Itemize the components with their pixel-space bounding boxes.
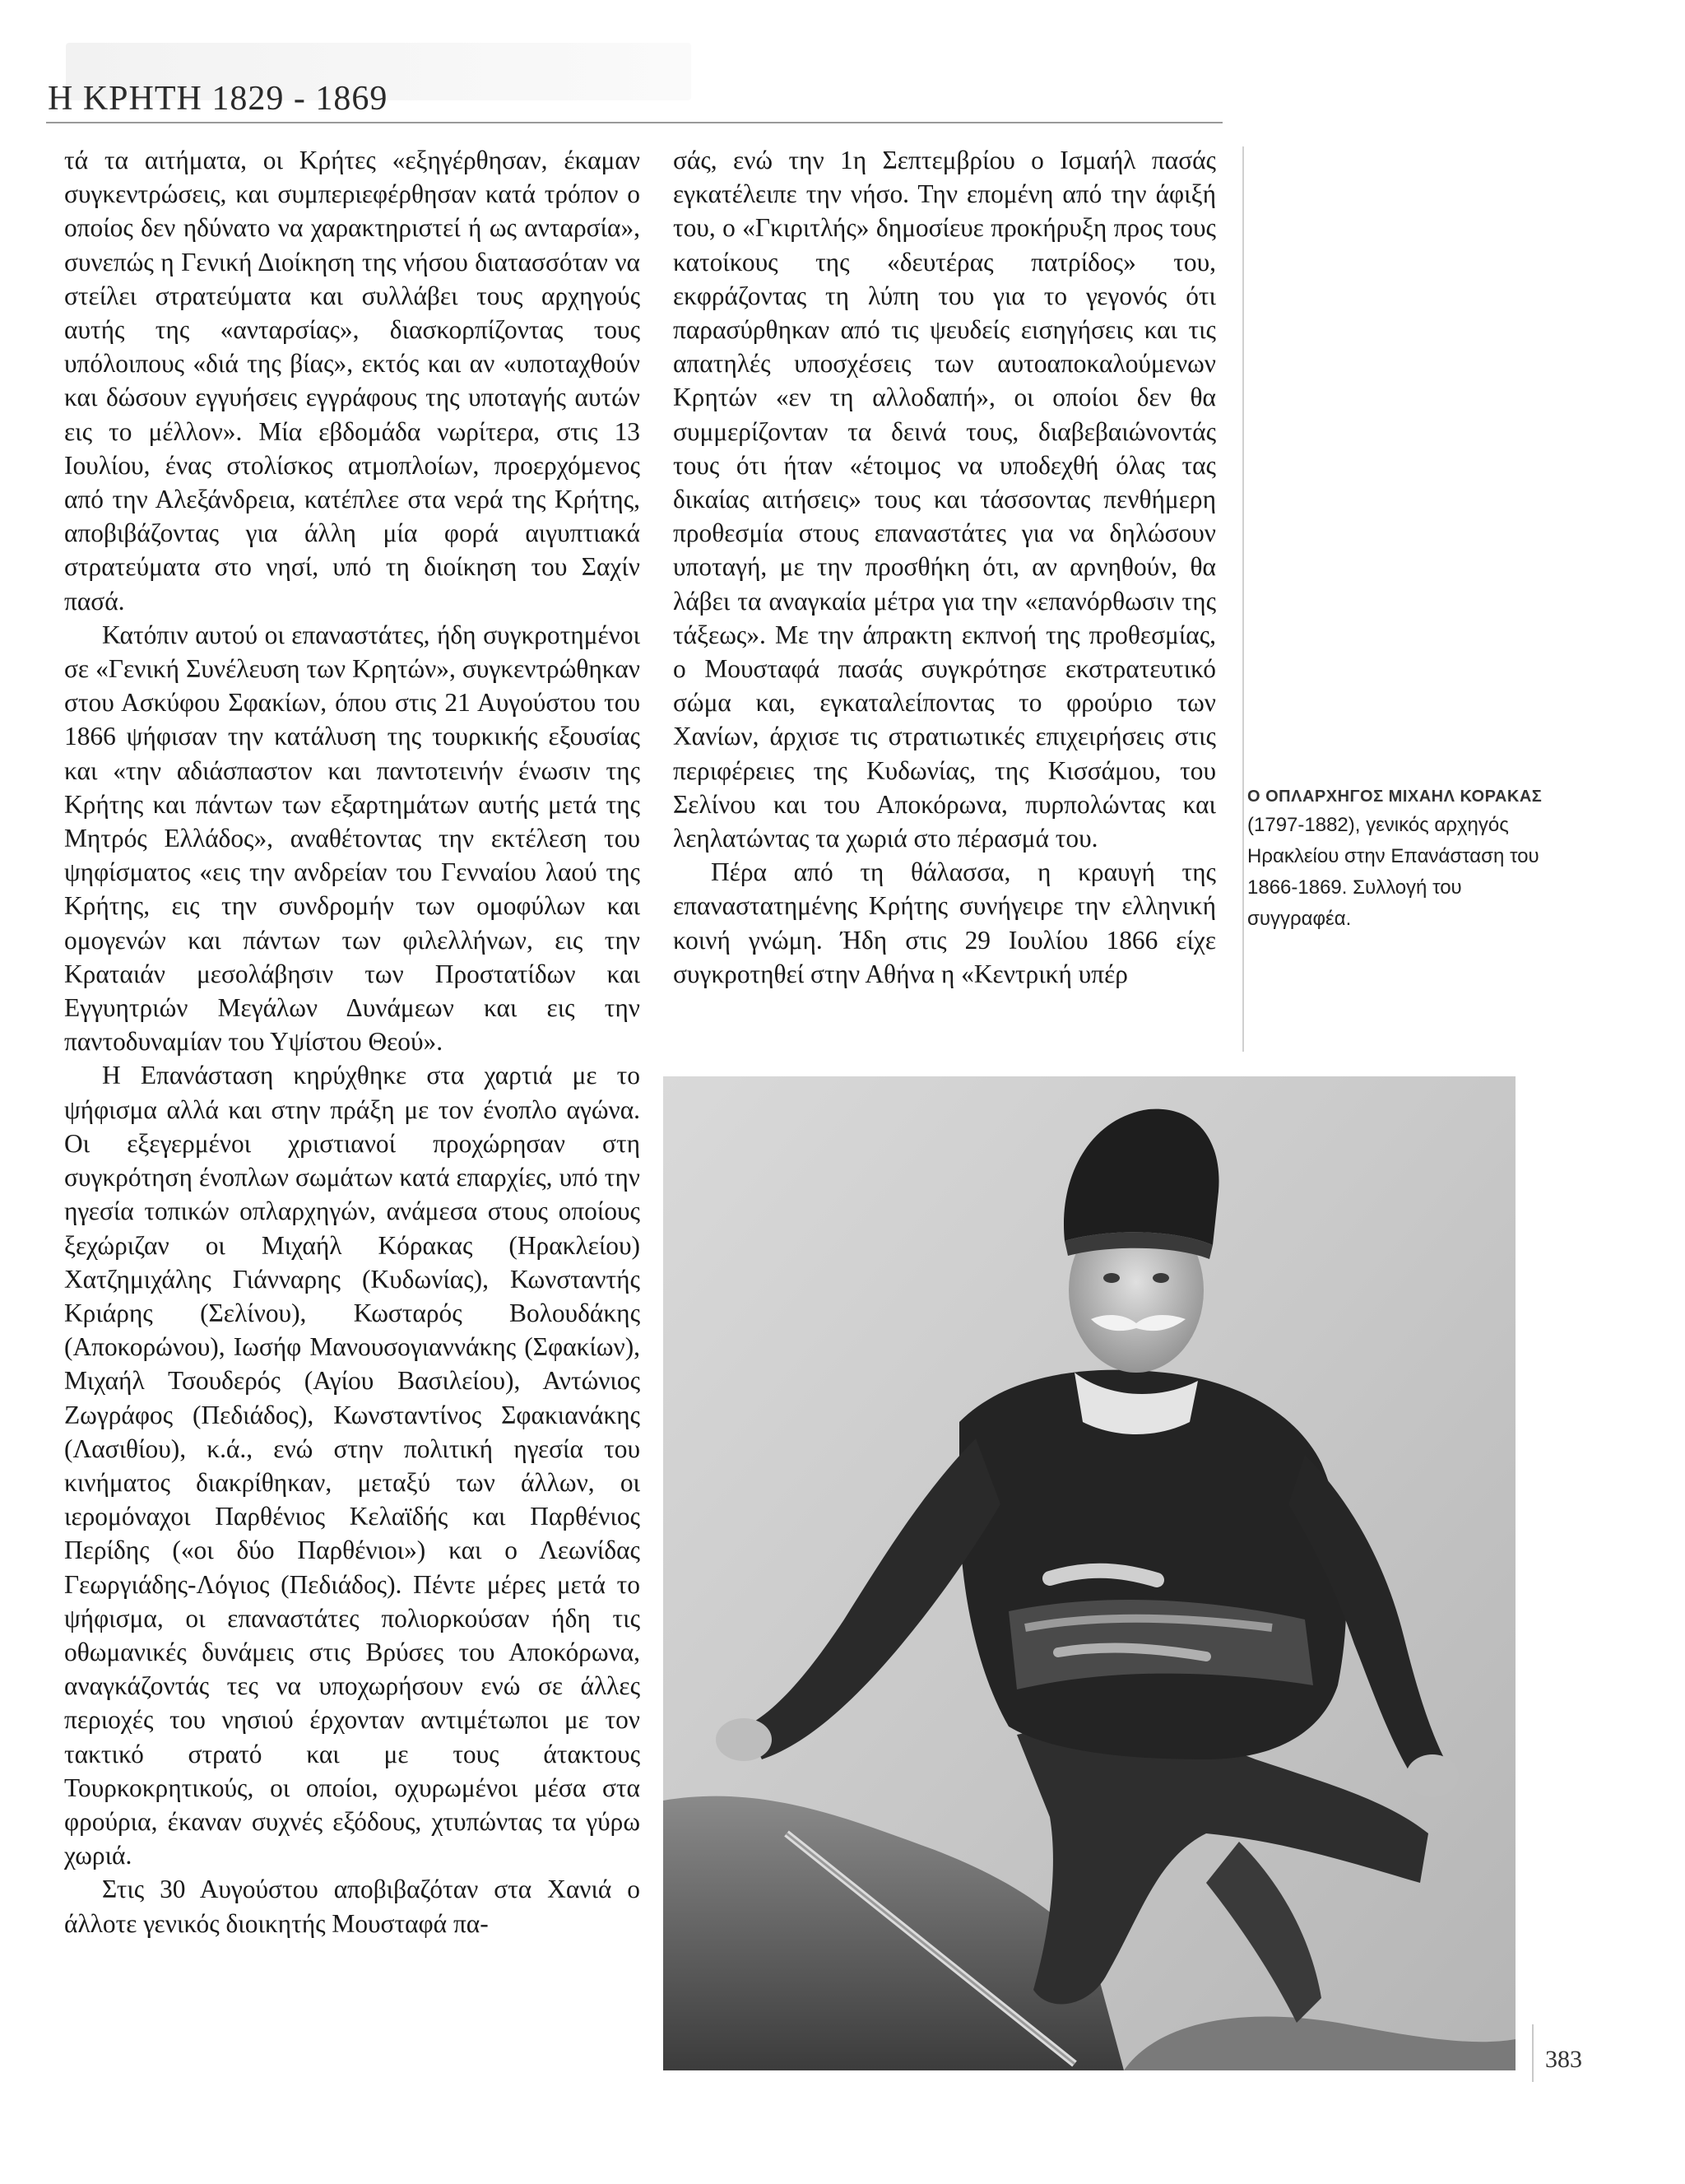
portrait-photo — [663, 1076, 1516, 2070]
page-number-rule — [1532, 2024, 1534, 2082]
header-rule — [46, 122, 1223, 123]
paragraph: σάς, ενώ την 1η Σεπτεμβρίου ο Ισμαήλ πασάς εγκατέλειπε την νήσο. Την επομένη από την άφιξή του, ο «Γκιριτλής» δημοσίευε προκήρυξη προς τους κατοίκους της «δευτέρας πατρίδος» του, εκφράζοντας τη λύπη του για το γεγονός ότι παρασύρθηκαν από τις ψευδείς εισηγήσεις και τις απατηλές υποσχέσεις των αυτοαποκαλούμενων Κρητών «εν τη αλλοδαπή», οι οποίοι δεν θα συμμερίζονταν τα δεινά τους, διαβεβαιώνοντάς τους ότι ήταν «έτοιμος να υποδεχθή όλας τας δικαίας αιτήσεις» τους και τάσσοντας πενθήμερη προθεσμία στους επαναστάτες για να δηλώσουν υποταγή, με την προσθήκη ότι, αν αρνηθούν, θα λάβει τα αναγκαία μέτρα για την «επανόρθωσιν της τάξεως». Με την άπρακτη εκπνοή της προθεσμίας, ο Μουσταφά πασάς συγκρότησε εκστρατευτικό σώμα και, εγκαταλείποντας το φρούριο των Χανίων, άρχισε τις στρατιωτικές επιχειρήσεις στις περιφέρειες της Κυδωνίας, της Κισσάμου, του Σελίνου και του Αποκόρωνα, πυρπολώντας και λεηλατώντας τα χωριά στο πέρασμά του. — [673, 146, 1216, 853]
paragraph: Στις 30 Αυγούστου αποβιβαζόταν στα Χανιά ο άλλοτε γενικός διοικητής Μουσταφά πα- — [64, 1875, 640, 1938]
caption-text: (1797-1882), γενικός αρχηγός Ηρακλείου στην Επανάσταση του 1866-1869. Συλλογή του συγγραφέα. — [1247, 814, 1539, 930]
paragraph: Πέρα από τη θάλασσα, η κραυγή της επαναστατημένης Κρήτης συνήγειρε την ελληνική κοινή γνώμη. Ήδη στις 29 Ιουλίου 1866 είχε συγκροτηθεί στην Αθήνα η «Κεντρική υπέρ — [673, 857, 1216, 988]
column-divider — [1242, 146, 1244, 1052]
paragraph: Κατόπιν αυτού οι επαναστάτες, ήδη συγκροτημένοι σε «Γενική Συνέλευση των Κρητών», συγκεντρώθηκαν στου Ασκύφου Σφακίων, όπου στις 21 Αυγούστου του 1866 ψήφισαν την κατάλυση της τουρκικής εξουσίας και «την αδιάσπαστον και παντοτεινήν ένωσιν της Κρήτης και πάντων των εξαρτημάτων αυτής μετά της Μητρός Ελλάδος», αναθέτοντας την εκτέλεση του ψηφίσματος «εις την ανδρείαν του Γενναίου λαού της Κρήτης, εις την συνδρομήν των ομοφύλων και ομογενών και πάντων των φιλελλήνων, εις την Κραταιάν μεσολάβησιν των Προστατίδων και Εγγυητριών Μεγάλων Δυνάμεων και εις την παντοδυναμίαν του Υψίστου Θεού». — [64, 620, 640, 1057]
paragraph: τά τα αιτήματα, οι Κρήτες «εξηγέρθησαν, έκαμαν συγκεντρώσεις, και συμπεριεφέρθησαν κατά τρόπον ο οποίος δεν ηδύνατο να χαρακτηριστεί ή ως ανταρσία», συνεπώς η Γενική Διοίκηση της νήσου διατασσόταν να στείλει στρατεύματα και συλλάβει τους αρχηγούς αυτής της «ανταρσίας», διασκορπίζοντας τους υπόλοιπους «διά της βίας», εκτός και αν «υποταχθούν και δώσουν εγγυήσεις εγγράφους της υποταγής αυτών εις το μέλλον». Μία εβδομάδα νωρίτερα, στις 13 Ιουλίου, ένας στολίσκος ατμοπλοίων, προερχόμενος από την Αλεξάνδρεια, κατέπλεε στα νερά της Κρήτης, αποβιβάζοντας για άλλη μία φορά αιγυπτιακά στρατεύματα στο νησί, υπό τη διοίκηση του Σαχίν πασά. — [64, 146, 640, 616]
photo-caption — [1247, 783, 1560, 935]
text-column-left — [64, 143, 640, 1940]
caption-title: Ο ΟΠΛΑΡΧΗΓΟΣ ΜΙΧΑΗΛ ΚΟΡΑΚΑΣ — [1247, 788, 1543, 806]
running-title: Η ΚΡΗΤΗ 1829 - 1869 — [48, 80, 388, 118]
text-column-right — [673, 143, 1216, 991]
portrait-illustration — [663, 1076, 1516, 2070]
page-number: 383 — [1545, 2046, 1582, 2073]
paragraph: Η Επανάσταση κηρύχθηκε στα χαρτιά με το ψήφισμα αλλά και στην πράξη με τον ένοπλο αγώνα. Οι εξεγερμένοι χριστιανοί προχώρησαν στη συγκρότηση ένοπλων σωμάτων κατά επαρχίες, υπό την ηγεσία τοπικών οπλαρχηγών, ανάμεσα στους οποίους ξεχώριζαν οι Μιχαήλ Κόρακας (Ηρακλείου) Χατζημιχάλης Γιάνναρης (Κυδωνίας), Κωνσταντής Κριάρης (Σελίνου), Κωσταρός Βολουδάκης (Αποκορώνου), Ιωσήφ Μανουσογιαννάκης (Σφακίων), Μιχαήλ Τσουδερός (Αγίου Βασιλείου), Αντώνιος Ζωγράφος (Πεδιάδος), Κωνσταντίνος Σφακιανάκης (Λασιθίου), κ.ά., ενώ στην πολιτική ηγεσία του κινήματος διακρίθηκαν, μεταξύ των άλλων, οι ιερομόναχοι Παρθένιος Κελαϊδής και Παρθένιος Περίδης («οι δύο Παρθένιοι») και ο Λεωνίδας Γεωργιάδης-Λόγιος (Πεδιάδος). Πέντε μέρες μετά το ψήφισμα, οι επαναστάτες πολιορκούσαν ήδη τις οθωμανικές δυνάμεις στις Βρύσες του Αποκόρωνα, αναγκάζοντάς τες να υποχωρήσουν ενώ σε άλλες περιοχές του νησιού έρχονταν αντιμέτωποι με τον τακτικό στρατό και με τους άτακτους Τουρκοκρητικούς, οι οποίοι, οχυρωμένοι μέσα στα φρούρια, έκαναν συχνές εξόδους, χτυπώντας τα γύρω χωριά. — [64, 1061, 640, 1870]
